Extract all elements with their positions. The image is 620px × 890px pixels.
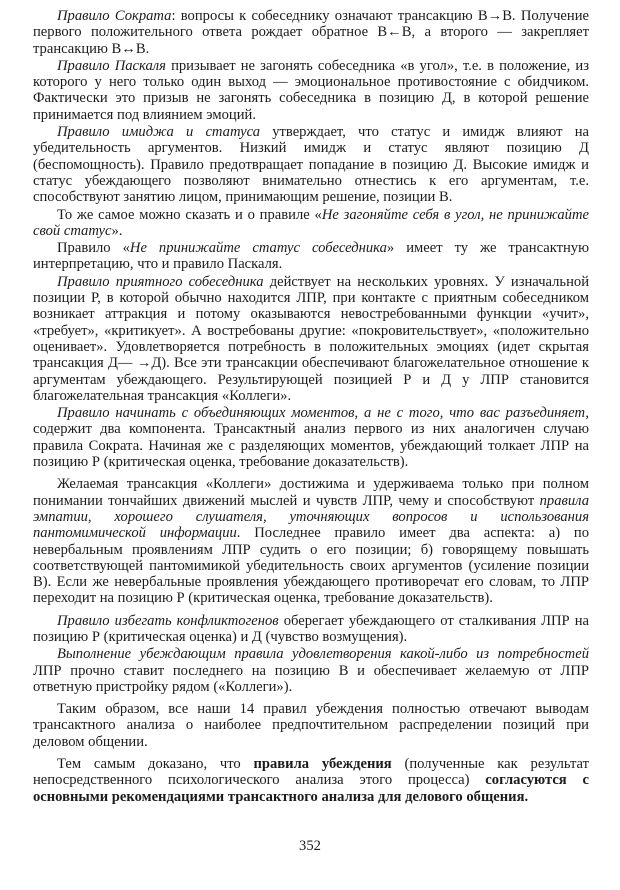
rule-name: Правило Сократа bbox=[57, 8, 172, 24]
page-number: 352 bbox=[299, 838, 321, 854]
paragraph-unifying-moments-rule bbox=[33, 405, 589, 470]
paragraph-text: призывает не загонять собеседника «в угол», т.е. в положение, из которого у него только один выход — эмоциональное противостояние с обидчиком. Фактически это призыв не загонять собеседника в позицию Д, в которой решение принимается под влиянием эмоций. bbox=[33, 57, 590, 123]
rule-name: Правило избегать конфликтогенов bbox=[57, 612, 279, 629]
paragraph-needs-rule bbox=[33, 646, 589, 695]
paragraph-text: То же самое можно сказать и о правиле « bbox=[57, 206, 322, 223]
rule-name: правила эмпатии, хорошего слушателя, уточняющих вопросов и использования пантомимической информации bbox=[33, 492, 589, 542]
paragraph-colleagues-transaction bbox=[33, 476, 589, 606]
paragraph-text: содержит два компонента. Трансактный анализ первого из них аналогичен случаю правила Сократа. Начиная же с разделяющих моментов, убеждающий толкает ЛПР на позицию Р (критическая оценка, требование доказательств). bbox=[33, 421, 589, 471]
paragraph-text: Желаемая трансакция «Коллеги» достижима и удерживаема только при полном понимании тончайших движений мыслей и чувств ЛПР, чему и способствуют bbox=[33, 476, 589, 509]
paragraph-text: Правило « bbox=[57, 240, 130, 257]
paragraph-text: оберегает убеждающего от сталкивания ЛПР на позицию Р (критическая оценка) и Д (чувство возмущения). bbox=[33, 612, 590, 645]
paragraph-text: утверждает, что статус и имидж влияют на убедительность аргументов. Низкий имидж и статус являют позицию Д (беспомощность). Правило предотвращает попадание в позицию Д. Высокие имидж и статус убеждающего позволяют внимательно отнестись к его аргументам, т.е. способствуют занятию лицом, принимающим решение, позиции В. bbox=[33, 124, 590, 206]
rule-name: Не принижайте статус собеседника bbox=[129, 240, 387, 257]
rule-name: Правило начинать с объединяющих моментов, а не с того, что вас разъединяет, bbox=[57, 405, 589, 422]
rule-name: Не загоняйте себя в угол, не принижайте свой статус bbox=[33, 206, 589, 239]
rule-name: Правило имиджа и статуса bbox=[57, 124, 261, 141]
paragraph-text: действует на нескольких уровнях. У изначальной позиции Р, в которой обычно находится ЛПР, при контакте с приятным собеседником возникает аттракция и потому оказываются невостребованными функции «учит», «требует», «критикует». А востребованы другие: «покровительствует», «положительно оценивает». Удовлетворяется потребность в положительных эмоциях (идет скрытая трансакция Д— →Д). Все эти трансакции обеспечивают благожелательное отношение к аргументам убеждающего. Результирующей позицией Р и Д у ЛПР становится благожелательная трансакция «Коллеги». bbox=[33, 273, 590, 404]
paragraph-text: : вопросы к собеседнику означают трансакцию В→В. Получение первого положительного ответа рождает обратное В←В, а второго — закрепляет трансакцию В↔В. bbox=[33, 8, 589, 57]
paragraph-text: ». bbox=[111, 222, 123, 239]
paragraph-conclusion bbox=[33, 756, 589, 805]
paragraph-text: . Последнее правило имеет два аспекта: а) по невербальным проявлениям ЛПР судить о его позиции; б) говорящему повышать соответствующей пантомимикой убедительность своих аргументов (усиление позиции В). Если же невербальные проявления убеждающего противоречат его словам, то ЛПР переходит на позицию Р (критическая оценка, требование доказательств). bbox=[33, 525, 589, 607]
paragraph-socrates-rule bbox=[33, 8, 589, 57]
paragraph-text: » имеет ту же трансактную интерпретацию, что и правило Паскаля. bbox=[33, 240, 589, 273]
bold-conclusion: согласуются с основными рекомендациями трансактного анализа для делового общения. bbox=[33, 772, 590, 805]
paragraph-corner-rule bbox=[33, 207, 589, 240]
paragraph-pleasant-partner-rule bbox=[33, 274, 589, 404]
paragraph-status-rule bbox=[33, 240, 589, 273]
bold-term: правила убеждения bbox=[253, 756, 392, 773]
rule-name: Выполнение убеждающим правила удовлетворения какой-либо из потребностей bbox=[57, 646, 589, 663]
paragraph-conflictogens-rule bbox=[33, 613, 589, 646]
rule-name: Правило приятного собеседника bbox=[57, 273, 264, 290]
paragraph-pascal-rule bbox=[33, 58, 589, 123]
paragraph-text: Таким образом, все наши 14 правил убеждения полностью отвечают выводам трансактного анализа о наиболее предпочтительном распределении позиций при деловом общении. bbox=[33, 701, 589, 750]
paragraph-text: ЛПР прочно ставит последнего на позицию В и обеспечивает желаемую от ЛПР ответную пристройку рядом («Коллеги»). bbox=[33, 662, 589, 695]
rule-name: Правило Паскаля bbox=[57, 57, 166, 74]
paragraph-text: Тем самым доказано, что bbox=[57, 756, 254, 773]
paragraph-summary bbox=[33, 701, 589, 750]
paragraph-text: (полученные как результат непосредственного психологического анализа этого процесса) bbox=[33, 756, 589, 789]
page-body bbox=[33, 8, 589, 806]
paragraph-image-status-rule bbox=[33, 124, 589, 205]
